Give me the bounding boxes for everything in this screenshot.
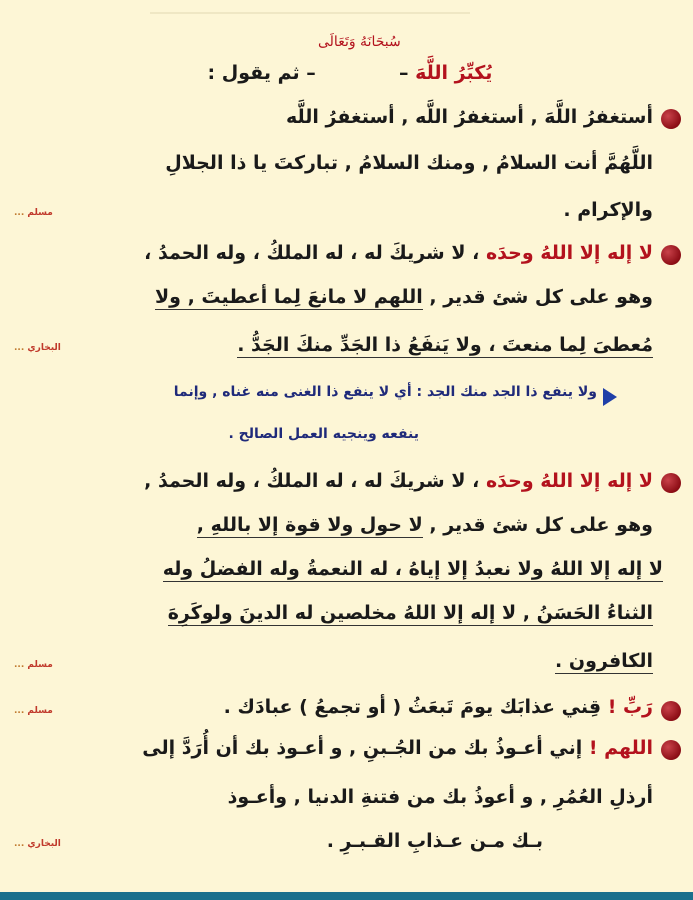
s2-source	[14, 343, 61, 353]
bullet-5-icon	[661, 740, 681, 760]
s3-source-dots: ...	[14, 660, 25, 670]
s4-source-dots: ...	[14, 706, 25, 716]
s3-line-4	[168, 600, 653, 626]
s3-line-5	[555, 648, 653, 674]
s2-source-dots: ...	[14, 343, 25, 353]
s5-source-name: البخاري	[27, 839, 61, 849]
s2-line-3-text: مُعطىَ لِما منعتَ ، ولا يَنفَعُ ذا الجَدِّ منكَ الجَدُّ .	[237, 334, 653, 356]
s4-source	[14, 706, 53, 716]
s3-line-2b: لا حول ولا قوة إلا باللهِ ,	[196, 514, 423, 536]
s5-line-3: بـك مـن عـذابِ القـبـرِ .	[326, 830, 543, 852]
s2-line-2	[155, 284, 653, 310]
top-divider	[150, 12, 470, 14]
s3-line-2	[197, 512, 653, 538]
header-dash: –	[399, 62, 409, 84]
s3-line-1	[144, 468, 653, 494]
s1-line-2: اللَّهُمَّ أنت السلامُ , ومنك السلامُ , تباركتَ يا ذا الجلالِ	[165, 152, 653, 174]
bullet-1-icon	[661, 109, 681, 129]
s1-line-1: أستغفرُ اللَّهَ , أستغفرُ اللَّه , أستغفرُ اللَّه	[285, 106, 653, 128]
bullet-3-icon	[661, 473, 681, 493]
s2-line-2b: اللهم لا مانعَ لِما أعطيتَ , ولا	[155, 286, 423, 308]
s5-allahumma: اللهم !	[588, 737, 653, 759]
header	[0, 30, 693, 90]
s3-line-1-rest: ، لا شريكَ له ، له الملكُ ، وله الحمدُ ,	[144, 470, 480, 492]
s5-line-2: أرذلِ العُمُرِ , و أعوذُ بك من فتنةِ الدنيا , وأعـوذ	[227, 786, 653, 808]
s1-source	[14, 208, 53, 218]
s2-line-3	[237, 332, 653, 358]
note-line-2: ينفعه وينجيه العمل الصالح .	[228, 426, 419, 442]
s5-line-1-rest: إني أعـوذُ بك من الجُـبنِ , و أعـوذ بك أن أُرَدَّ إلى	[142, 737, 583, 759]
s4-rabbi: رَبِّ !	[607, 696, 653, 718]
header-line	[140, 62, 560, 84]
s3-source-name: مسلم	[27, 660, 53, 670]
s3-tahlil: لا إله إلا اللهُ وحدَه	[485, 470, 653, 492]
s4-line	[224, 694, 653, 720]
s3-line-3	[163, 556, 663, 582]
header-dash-2: –	[306, 62, 316, 84]
swt-calligraphy: سُبحَانَهُ وَتَعَالَى	[318, 34, 401, 50]
s4-text: قِني عذابَك يومَ تَبعَثُ ( أو تجمعُ ) عبادَك .	[223, 696, 602, 718]
takbir-text: يُكبِّرُ اللَّهَ	[415, 62, 493, 84]
s3-line-4-text: الثناءُ الحَسَنُ , لا إله إلا اللهُ مخلصين له الدينَ ولوكَرِهَ	[167, 602, 653, 624]
note-explanation: أي لا ينفع ذا الغنى منه غناه , وإنما	[173, 384, 412, 400]
s2-line-1	[144, 240, 653, 266]
s3-line-3-text: لا إله إلا اللهُ ولا نعبدُ إلا إياهُ ، له النعمةُ وله الفضلُ وله	[162, 558, 663, 580]
s5-line-1	[142, 735, 653, 761]
s1-source-dots: ...	[14, 208, 25, 218]
s5-source	[14, 839, 61, 849]
s3-line-2a: وهو على كل شئ قدير ,	[429, 514, 653, 536]
bullet-4-icon	[661, 701, 681, 721]
s3-line-5-text: الكافرون .	[555, 650, 653, 672]
s2-line-1-rest: ، لا شريكَ له ، له الملكُ ، وله الحمدُ ،	[144, 242, 480, 264]
note-term: ولا ينفع ذا الجد منك الجد :	[416, 384, 597, 400]
note-arrow-icon	[603, 388, 617, 406]
bullet-2-icon	[661, 245, 681, 265]
s2-line-2a: وهو على كل شئ قدير ,	[429, 286, 653, 308]
then-says: ثم يقول :	[207, 62, 300, 84]
s2-tahlil: لا إله إلا اللهُ وحدَه	[485, 242, 653, 264]
bottom-bar	[0, 892, 693, 900]
s4-source-name: مسلم	[27, 706, 53, 716]
s1-source-name: مسلم	[27, 208, 53, 218]
s2-source-name: البخاري	[27, 343, 61, 353]
s1-line-3: والإكرام .	[563, 199, 653, 221]
s3-source	[14, 660, 53, 670]
note-line-1	[174, 384, 597, 400]
s5-source-dots: ...	[14, 839, 25, 849]
